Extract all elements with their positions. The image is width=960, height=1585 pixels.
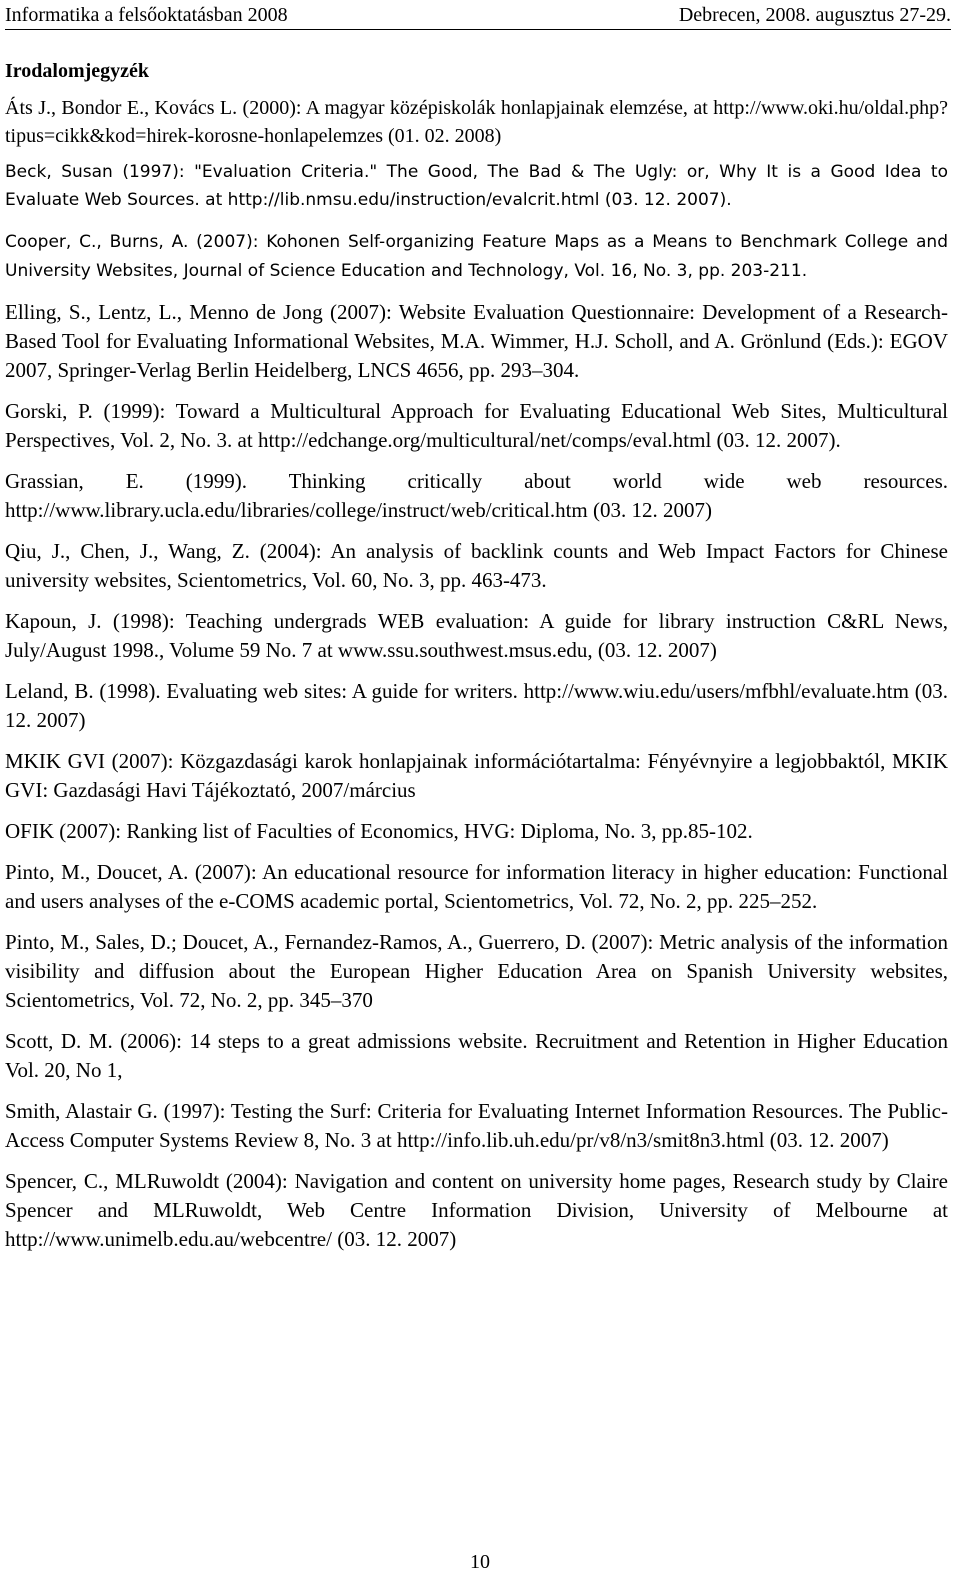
- header-place-date: Debrecen, 2008. augusztus 27-29.: [678, 4, 951, 26]
- header-conference: Informatika a felsőoktatásban 2008: [5, 4, 288, 26]
- bibliography-heading: Irodalomjegyzék: [5, 60, 150, 82]
- reference-item: Pinto, M., Doucet, A. (2007): An educational resource for information literacy in higher education: Functional and users analyses of the e-COMS academic portal, Scientometrics, Vol. 72, No. 2, pp. 225–252.: [5, 860, 948, 913]
- reference-item: Smith, Alastair G. (1997): Testing the Surf: Criteria for Evaluating Internet Information Resources. The Public-Access Computer Systems Review 8, No. 3 at http://info.lib.uh.edu/pr/v8/n3/smit8n3.html (03. 12. 2007): [5, 1099, 948, 1152]
- reference-item: Leland, B. (1998). Evaluating web sites: A guide for writers. http://www.wiu.edu/users/mfbhl/evaluate.htm (03. 12. 2007): [5, 679, 948, 732]
- reference-item: Cooper, C., Burns, A. (2007): Kohonen Self-organizing Feature Maps as a Means to Benchmark College and University Websites, Journal of Science Education and Technology, Vol. 16, No. 3, pp. 203-211.: [5, 232, 948, 281]
- reference-item: Pinto, M., Sales, D.; Doucet, A., Fernandez-Ramos, A., Guerrero, D. (2007): Metric analysis of the information visibility and diffusion about the European Higher Education Area on Spanish University websites, Scientometrics, Vol. 72, No. 2, pp. 345–370: [5, 930, 948, 1012]
- reference-item: Beck, Susan (1997): "Evaluation Criteria." The Good, The Bad & The Ugly: or, Why It is a Good Idea to Evaluate Web Sources. at http://lib.nmsu.edu/instruction/evalcrit.html (03. 12. 2007).: [5, 162, 948, 210]
- page-header: [5, 3, 951, 30]
- reference-item: Elling, S., Lentz, L., Menno de Jong (2007): Website Evaluation Questionnaire: Development of a Research-Based Tool for Evaluating Informational Websites, M.A. Wimmer, H.J. Scholl, and A. Grönlund (Eds.): EGOV 2007, Springer-Verlag Berlin Heidelberg, LNCS 4656, pp. 293–304.: [5, 300, 948, 382]
- reference-item: MKIK GVI (2007): Közgazdasági karok honlapjainak információtartalma: Fényévnyire a legjobbaktól, MKIK GVI: Gazdasági Havi Tájékoztató, 2007/március: [5, 749, 948, 802]
- reference-item: OFIK (2007): Ranking list of Faculties of Economics, HVG: Diploma, No. 3, pp.85-102.: [5, 819, 753, 843]
- reference-item: Gorski, P. (1999): Toward a Multicultural Approach for Evaluating Educational Web Sites, Multicultural Perspectives, Vol. 2, No. 3. at http://edchange.org/multicultural/net/comps/eval.html (03. 12. 2007).: [5, 399, 948, 452]
- reference-list: [5, 94, 948, 1254]
- reference-item: Qiu, J., Chen, J., Wang, Z. (2004): An analysis of backlink counts and Web Impact Factors for Chinese university websites, Scientometrics, Vol. 60, No. 3, pp. 463-473.: [5, 539, 948, 592]
- reference-item: Kapoun, J. (1998): Teaching undergrads WEB evaluation: A guide for library instruction C&RL News, July/August 1998., Volume 59 No. 7 at www.ssu.southwest.msus.edu, (03. 12. 2007): [5, 609, 948, 662]
- reference-item: Spencer, C., MLRuwoldt (2004): Navigation and content on university home pages, Research study by Claire Spencer and MLRuwoldt, Web Centre Information Division, University of Melbourne at http://www.unimelb.edu.au/webcentre/ (03. 12. 2007): [5, 1169, 948, 1251]
- page-number: 10: [470, 1551, 490, 1573]
- reference-item: Scott, D. M. (2006): 14 steps to a great admissions website. Recruitment and Retention in Higher Education Vol. 20, No 1,: [5, 1029, 948, 1082]
- reference-item: Grassian, E. (1999). Thinking critically about world wide web resources. http://www.library.ucla.edu/libraries/college/instruct/web/critical.htm (03. 12. 2007): [5, 469, 948, 522]
- reference-item: Áts J., Bondor E., Kovács L. (2000): A magyar középiskolák honlapjainak elemzése, at http://www.oki.hu/oldal.php?tipus=cikk&kod=hirek-korosne-honlapelemzes (01. 02. 2008): [5, 97, 948, 147]
